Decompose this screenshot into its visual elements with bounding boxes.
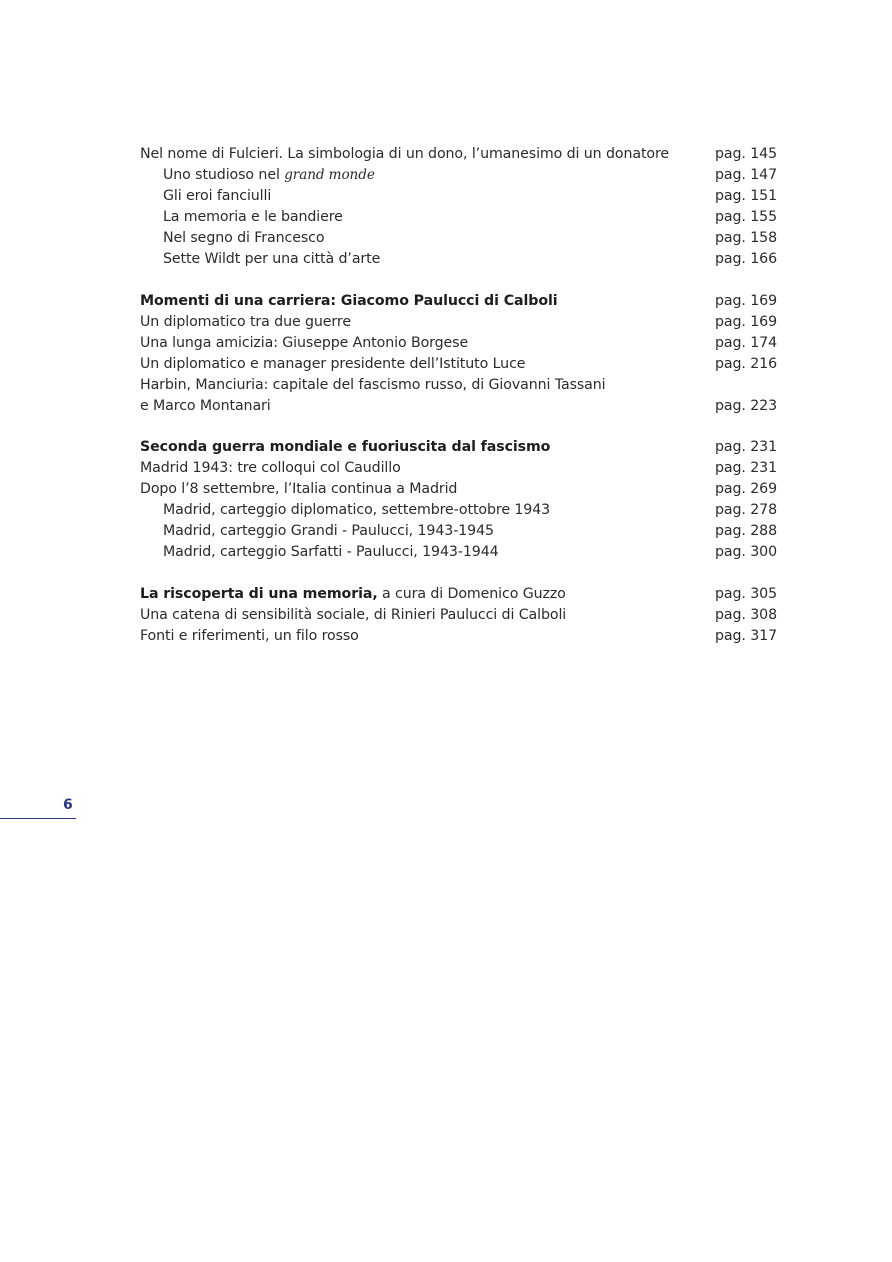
toc-entry <box>140 228 778 249</box>
toc-entry <box>140 542 778 563</box>
toc-entry-title <box>140 584 566 605</box>
toc-entry-title: Nel nome di Fulcieri. La simbologia di un dono, l’umanesimo di un donatore <box>140 146 670 162</box>
toc-entry <box>140 165 778 186</box>
toc-entry-title: Momenti di una carriera: Giacomo Paulucci di Calboli <box>140 292 558 309</box>
toc-entry-page: pag. 269 <box>715 481 778 497</box>
toc-entry-title-prefix: Uno studioso nel <box>163 167 285 183</box>
section-gap <box>140 563 774 584</box>
toc-entry-page: pag. 317 <box>715 627 778 644</box>
toc-entry-page: pag. 147 <box>715 167 778 183</box>
toc-entry-page: pag. 155 <box>715 209 778 225</box>
toc-entry <box>140 375 774 396</box>
toc-entry-page: pag. 158 <box>715 230 778 246</box>
toc-entry-page: pag. 288 <box>715 523 778 539</box>
toc-entry-title: Fonti e riferimenti, un filo rosso <box>140 627 359 644</box>
toc-entry-title: Un diplomatico tra due guerre <box>140 313 351 330</box>
toc-entry-page: pag. 169 <box>715 313 778 330</box>
toc-entry-title: Harbin, Manciuria: capitale del fascismo russo, di Giovanni Tassani <box>140 376 606 393</box>
toc-entry-page: pag. 300 <box>715 544 778 560</box>
toc-entry <box>140 333 778 354</box>
page-number: 6 <box>63 797 73 813</box>
toc-entry-page: pag. 278 <box>715 502 778 518</box>
toc-entry-title <box>140 165 375 186</box>
toc-entry-title-rest: a cura di Domenico Guzzo <box>377 585 566 602</box>
toc-entry-page: pag. 308 <box>715 606 778 623</box>
toc-entry-title: Madrid, carteggio diplomatico, settembre-ottobre 1943 <box>163 502 551 518</box>
toc-entry-title: Dopo l’8 settembre, l’Italia continua a Madrid <box>140 481 458 497</box>
section-gap <box>140 270 774 291</box>
toc-entry-title: Seconda guerra mondiale e fuoriuscita dal fascismo <box>140 439 551 455</box>
toc-entry-title: Madrid, carteggio Grandi - Paulucci, 1943-1945 <box>163 523 494 539</box>
toc-entry-page: pag. 231 <box>715 439 778 455</box>
table-of-contents <box>140 144 778 647</box>
toc-section-heading <box>140 291 778 312</box>
toc-entry-page: pag. 166 <box>715 251 778 267</box>
toc-entry-title: Una catena di sensibilità sociale, di Rinieri Paulucci di Calboli <box>140 606 567 623</box>
toc-entry-page: pag. 145 <box>715 146 778 162</box>
toc-entry-title: Un diplomatico e manager presidente dell’Istituto Luce <box>140 355 526 372</box>
toc-entry-page: pag. 169 <box>715 292 778 309</box>
toc-entry-title: e Marco Montanari <box>140 397 271 414</box>
toc-entry <box>140 458 778 479</box>
toc-entry-title-bold: La riscoperta di una memoria, <box>140 585 378 602</box>
toc-entry <box>140 249 778 270</box>
toc-entry-page: pag. 174 <box>715 334 778 351</box>
toc-entry-title: Madrid, carteggio Sarfatti - Paulucci, 1943-1944 <box>163 544 499 560</box>
toc-entry <box>140 479 778 500</box>
toc-entry <box>140 521 778 542</box>
toc-entry-page: pag. 216 <box>715 355 778 372</box>
toc-entry <box>140 605 778 626</box>
toc-entry-page: pag. 223 <box>715 397 778 414</box>
toc-entry <box>140 207 778 228</box>
toc-entry-title: Gli eroi fanciulli <box>163 188 272 204</box>
toc-entry-title-italic: grand monde <box>284 167 375 183</box>
page-number-rule <box>0 818 76 819</box>
toc-entry <box>140 500 778 521</box>
toc-entry-page: pag. 151 <box>715 188 778 204</box>
toc-entry <box>140 354 778 375</box>
toc-entry <box>140 186 778 207</box>
toc-entry-title: Una lunga amicizia: Giuseppe Antonio Borgese <box>140 334 469 351</box>
toc-entry-title: Sette Wildt per una città d’arte <box>163 251 381 267</box>
section-gap <box>140 417 774 438</box>
toc-entry <box>140 312 778 333</box>
toc-entry <box>140 144 778 165</box>
toc-entry-page: pag. 305 <box>715 585 778 602</box>
toc-entry-page: pag. 231 <box>715 460 778 476</box>
toc-entry-continuation <box>140 396 778 417</box>
toc-section-heading <box>140 437 778 458</box>
toc-entry-title: Madrid 1943: tre colloqui col Caudillo <box>140 460 401 476</box>
toc-entry-title: Nel segno di Francesco <box>163 230 325 246</box>
toc-entry <box>140 626 778 647</box>
toc-entry-title: La memoria e le bandiere <box>163 209 343 225</box>
toc-section-heading <box>140 584 778 605</box>
